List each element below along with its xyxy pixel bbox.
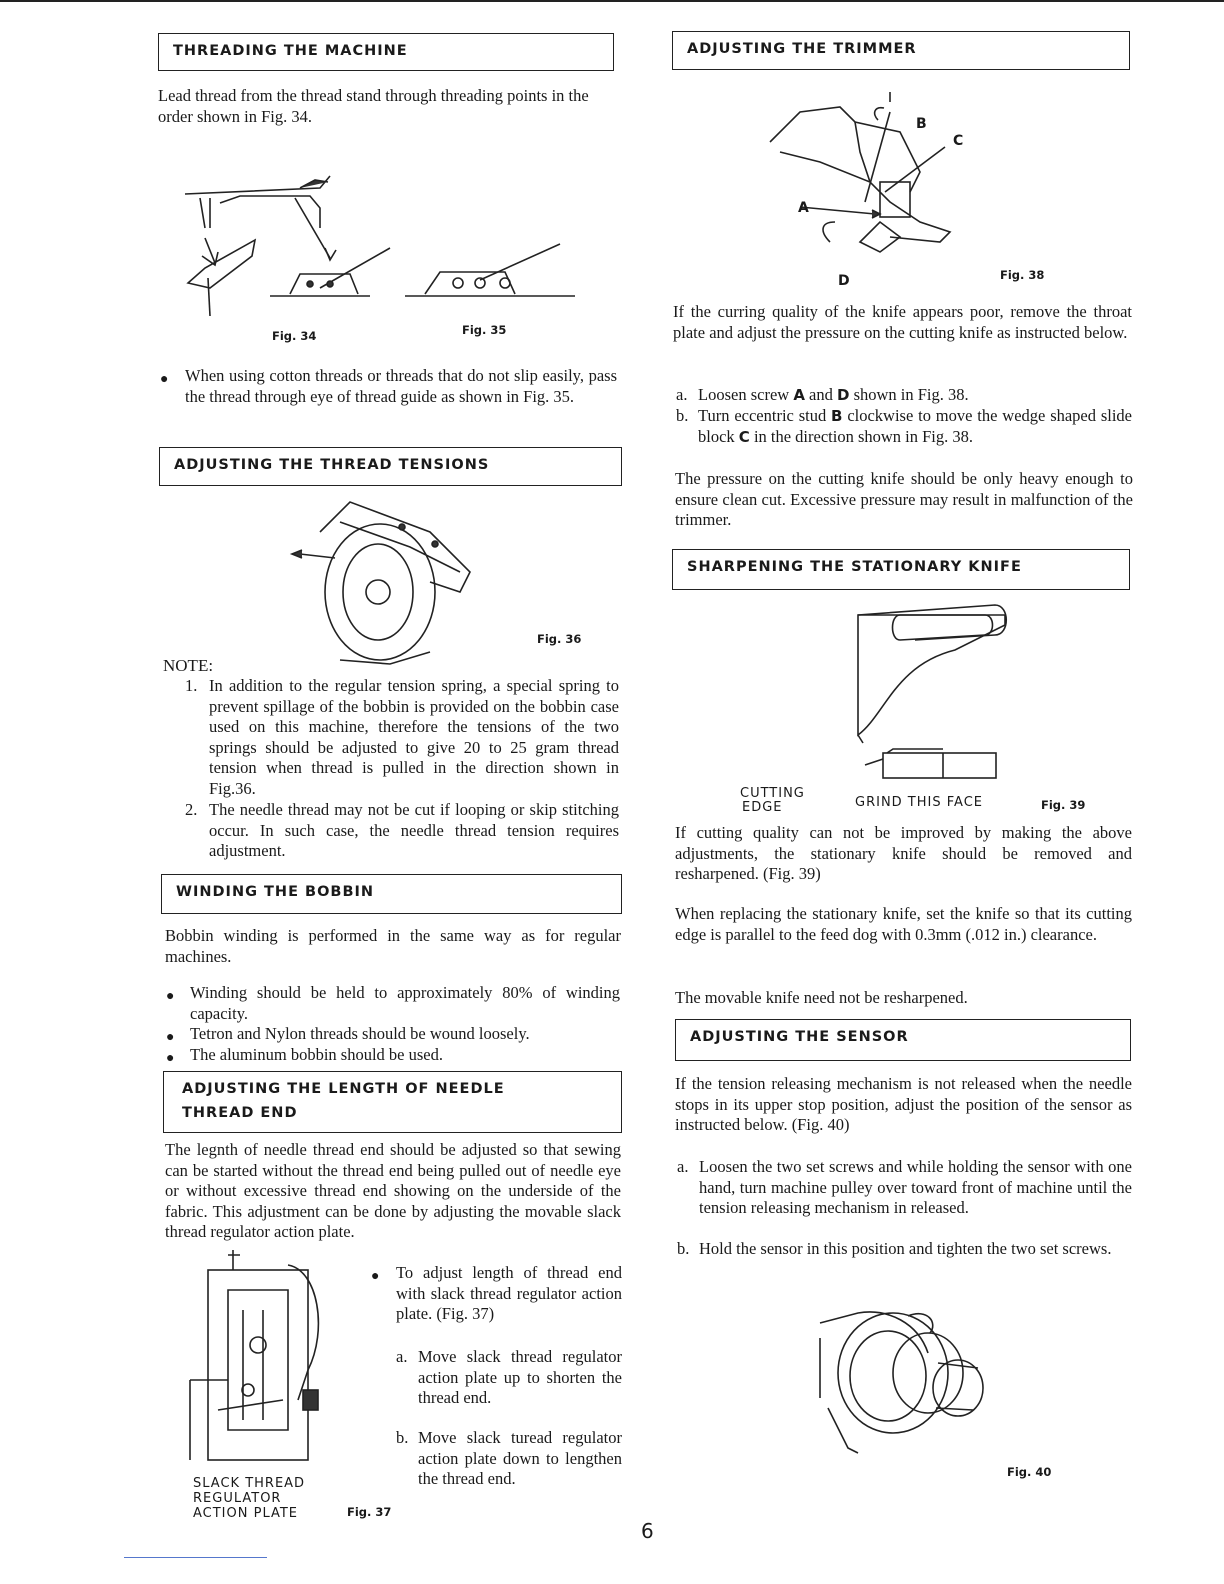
- heading-needle-length: [163, 1071, 622, 1133]
- note-2-text: The needle thread may not be cut if looping or skip stitching occur. In such case, the needle thread tension requires adjustment.: [209, 800, 619, 861]
- bullet-icon: ●: [166, 1051, 175, 1066]
- note-1-num: 1.: [185, 676, 198, 695]
- trimmer-step-a-pre: Loosen screw: [698, 385, 794, 404]
- bottom-rule: [124, 1557, 267, 1558]
- needle-length-body: The legnth of needle thread end should be adjusted so that sewing can be started without the thread end being pulled out of needle eye or without excessive thread end showing on the underside of the fabric. This adjustment can be done by adjusting the movable slack thread regulator action plate.: [165, 1140, 621, 1242]
- threading-intro: Lead thread from the thread stand through threading points in the order shown in Fig. 34.: [158, 86, 589, 126]
- needle-step-b-text: Move slack turead regulator action plate down to lengthen the thread end.: [418, 1428, 622, 1489]
- heading-bobbin-text: WINDING THE BOBBIN: [176, 884, 375, 900]
- stationary-knife-illustration: [855, 595, 1005, 785]
- fig37-caption-line3: ACTION PLATE: [193, 1506, 299, 1521]
- needle-step-a-text: Move slack thread regulator action plate up to shorten the thread end.: [418, 1347, 622, 1408]
- fig39-label: Fig. 39: [1041, 798, 1086, 812]
- bullet-icon: ●: [166, 1030, 175, 1045]
- heading-sensor-text: ADJUSTING THE SENSOR: [690, 1029, 909, 1045]
- heading-needle-length-line1: ADJUSTING THE LENGTH OF NEEDLE: [182, 1081, 505, 1097]
- heading-trimmer-text: ADJUSTING THE TRIMMER: [687, 41, 917, 57]
- grind-caption: GRIND THIS FACE: [855, 795, 983, 810]
- heading-bobbin: [161, 874, 622, 914]
- trimmer-step-b-mid: clockwise to move the wedge shaped slide block: [698, 406, 1133, 446]
- trimmer-step-a-mid: and: [804, 385, 837, 404]
- note-2-num: 2.: [185, 800, 198, 819]
- trimmer-intro: If the curring quality of the knife appears poor, remove the throat plate and adjust the pressure on the cutting knife as instructed below.: [673, 302, 1132, 342]
- threading-illustration: [180, 168, 580, 328]
- needle-step-a-label: a.: [396, 1347, 408, 1366]
- trimmer-illustration: [760, 92, 960, 272]
- heading-sharpening-text: SHARPENING THE STATIONARY KNIFE: [687, 559, 1022, 575]
- heading-threading-text: THREADING THE MACHINE: [173, 43, 408, 59]
- trimmer-step-b-post: in the direction shown in Fig. 38.: [749, 426, 974, 446]
- sensor-step-a-label: a.: [677, 1157, 689, 1176]
- fig37-label: Fig. 37: [347, 1505, 392, 1519]
- trimmer-step-a-key-d: D: [837, 386, 850, 404]
- sharpening-body-3: The movable knife need not be resharpened.: [675, 988, 968, 1007]
- cutting-caption-2: EDGE: [742, 800, 783, 815]
- trimmer-step-b-key-c: C: [738, 427, 750, 446]
- fig34-label: Fig. 34: [272, 329, 317, 343]
- bullet-icon: ●: [160, 372, 169, 387]
- heading-tensions-text: ADJUSTING THE THREAD TENSIONS: [174, 457, 490, 473]
- trimmer-step-b-text: [698, 406, 1132, 447]
- fig40-label: Fig. 40: [1007, 1465, 1052, 1479]
- trimmer-label-b: B: [916, 116, 927, 132]
- bullet-icon: ●: [166, 989, 175, 1004]
- sharpening-body-1: If cutting quality can not be improved by making the above adjustments, the stationary knife should be removed and resharpened. (Fig. 39): [675, 823, 1132, 884]
- bobbin-bullet-2: Tetron and Nylon threads should be wound loosely.: [190, 1024, 530, 1043]
- fig36-label: Fig. 36: [537, 632, 582, 646]
- fig38-label: Fig. 38: [1000, 268, 1045, 282]
- heading-needle-length-line2: THREAD END: [182, 1105, 298, 1121]
- trimmer-label-a: A: [798, 200, 809, 216]
- trimmer-step-b-label: b.: [676, 406, 689, 425]
- trimmer-pressure: The pressure on the cutting knife should be only heavy enough to ensure clean cut. Excessive pressure may result in malfunction of the trimmer.: [675, 469, 1133, 530]
- heading-threading: [158, 33, 614, 71]
- bullet-icon: ●: [371, 1269, 380, 1284]
- page-number: 6: [641, 1519, 654, 1543]
- heading-tensions: [159, 447, 622, 486]
- bobbin-bullet-1: Winding should be held to approximately 80% of winding capacity.: [190, 983, 620, 1023]
- sensor-step-a-text: Loosen the two set screws and while holding the sensor with one hand, turn machine pulley over toward front of machine until the tension releasing mechanism in released.: [699, 1157, 1132, 1218]
- fig35-label: Fig. 35: [462, 323, 507, 337]
- fig37-caption-line1: SLACK THREAD: [193, 1476, 306, 1491]
- bobbin-intro: Bobbin winding is performed in the same way as for regular machines.: [165, 926, 621, 966]
- fig37-caption-line2: REGULATOR: [193, 1491, 282, 1506]
- cutting-caption-1: CUTTING: [740, 786, 805, 801]
- sensor-step-b-text: Hold the sensor in this position and tighten the two set screws.: [699, 1239, 1112, 1258]
- heading-trimmer: [672, 31, 1130, 70]
- heading-sharpening: [672, 549, 1130, 590]
- trimmer-label-d: D: [838, 273, 850, 289]
- note-1-text: In addition to the regular tension spring, a special spring to prevent spillage of the bobbin is provided on the bobbin case used on this machine, therefore the tensions of the two springs should be adjusted to give 20 to 25 gram thread tension when thread is pulled in the direction shown in Fig.36.: [209, 676, 619, 798]
- sensor-intro: If the tension releasing mechanism is not released when the needle stops in its upper stop position, adjust the position of the sensor as instructed below. (Fig. 40): [675, 1074, 1132, 1135]
- bobbin-case-illustration: [290, 492, 490, 672]
- heading-sensor: [675, 1019, 1131, 1061]
- sensor-step-b-label: b.: [677, 1239, 690, 1258]
- trimmer-step-a-label: a.: [676, 385, 688, 404]
- trimmer-step-b-key-b: B: [831, 407, 843, 425]
- sensor-illustration: [818, 1298, 998, 1468]
- trimmer-label-c: C: [953, 133, 964, 149]
- trimmer-step-a-post: shown in Fig. 38.: [849, 385, 969, 404]
- note-label: NOTE:: [163, 656, 214, 675]
- trimmer-step-a-text: [698, 385, 1132, 406]
- trimmer-step-b-pre: Turn eccentric stud: [698, 406, 832, 425]
- slack-thread-regulator-illustration: [188, 1250, 348, 1465]
- needle-step-b-label: b.: [396, 1428, 409, 1447]
- threading-bullet: When using cotton threads or threads that do not slip easily, pass the thread through eye of thread guide as shown in Fig. 35.: [185, 366, 617, 406]
- needle-length-bullet: To adjust length of thread end with slack thread regulator action plate. (Fig. 37): [396, 1263, 622, 1324]
- bobbin-bullet-3: The aluminum bobbin should be used.: [190, 1045, 443, 1064]
- trimmer-step-a-key-a: A: [793, 386, 805, 404]
- fig37-caption: [193, 1476, 305, 1521]
- top-rule: [0, 0, 1224, 2]
- sharpening-body-2: When replacing the stationary knife, set the knife so that its cutting edge is parallel to the feed dog with 0.3mm (.012 in.) clearance.: [675, 904, 1132, 944]
